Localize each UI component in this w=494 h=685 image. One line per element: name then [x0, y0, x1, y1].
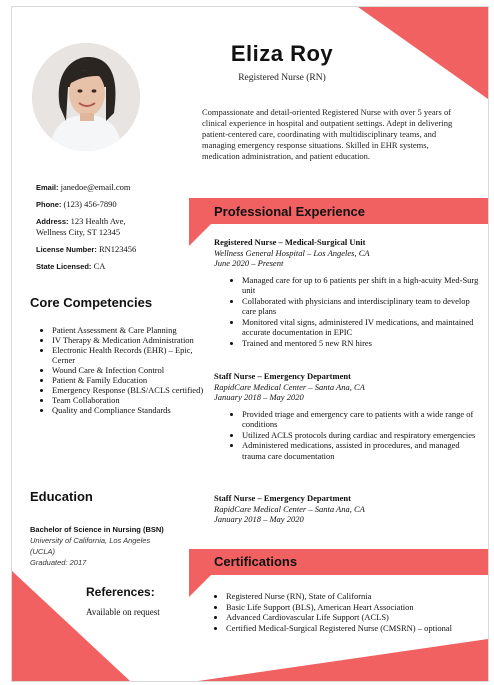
job-entry-1: [214, 237, 484, 348]
contact-block: [36, 182, 186, 278]
phone-label: Phone:: [36, 200, 62, 209]
candidate-title: Registered Nurse (RN): [238, 73, 326, 83]
job-dates: January 2018 – May 2020: [214, 514, 304, 524]
portrait-photo-icon: [32, 43, 140, 151]
job-entry-2: [214, 371, 484, 461]
email-label: Email:: [36, 183, 59, 192]
competencies-heading: Core Competencies: [30, 295, 153, 310]
education-school: University of California, Los Angeles: [30, 536, 151, 545]
bottom-right-accent-triangle: [198, 639, 488, 681]
job-place: Wellness General Hospital – Los Angeles, CA: [214, 247, 370, 258]
phone-value: (123) 456-7890: [63, 199, 117, 209]
certifications-bar-notch: [189, 575, 211, 597]
list-item: • Patient & Family Education: [52, 375, 212, 385]
experience-heading: Professional Experience: [214, 204, 366, 219]
resume-page: [11, 6, 489, 682]
state-label: State Licensed:: [36, 262, 92, 271]
references-heading: References:: [86, 585, 155, 599]
list-item: • Basic Life Support (BLS), American Heart Association: [226, 602, 486, 613]
job-title: Registered Nurse – Medical-Surgical Unit: [214, 237, 366, 247]
certifications-list: [214, 591, 486, 633]
competencies-list: [30, 325, 212, 415]
contact-state: [36, 261, 186, 272]
list-item: • Electronic Health Records (EHR) – Epic, Cerner: [52, 345, 212, 365]
job-dates: June 2020 – Present: [214, 258, 284, 268]
list-item: • Trained and mentored 5 new RN hires: [242, 338, 484, 349]
license-label: License Number:: [36, 245, 97, 254]
list-item: • Patient Assessment & Care Planning: [52, 325, 212, 335]
job-entry-3: [214, 493, 484, 525]
job-place: RapidCare Medical Center – Santa Ana, CA: [214, 503, 365, 514]
list-item: • Monitored vital signs, administered IV medications, and maintained accurate documentation in EPIC: [242, 317, 484, 338]
education-graduated: Graduated: 2017: [30, 558, 87, 567]
list-item: • Certified Medical-Surgical Registered Nurse (CMSRN) – optional: [226, 623, 486, 634]
contact-phone: [36, 199, 186, 210]
list-item: • IV Therapy & Medication Administration: [52, 335, 212, 345]
list-item: • Provided triage and emergency care to patients with a wide range of conditions: [242, 409, 484, 430]
education-block: [30, 524, 190, 568]
job-bullets: [214, 275, 484, 349]
contact-license: [36, 244, 186, 255]
list-item: • Wound Care & Infection Control: [52, 365, 212, 375]
list-item: • Collaborated with physicians and interdisciplinary team to develop care plans: [242, 296, 484, 317]
list-item: • Team Collaboration: [52, 395, 212, 405]
job-title: Staff Nurse – Emergency Department: [214, 371, 351, 381]
job-bullets: [214, 409, 484, 462]
job-dates: January 2018 – May 2020: [214, 392, 304, 402]
email-value: janedoe@email.com: [60, 182, 131, 192]
education-heading: Education: [30, 489, 93, 504]
list-item: • Quality and Compliance Standards: [52, 405, 212, 415]
top-right-accent-triangle: [358, 7, 488, 99]
profile-photo: [32, 43, 140, 151]
list-item: • Utilized ACLS protocols during cardiac and respiratory emergencies: [242, 430, 484, 441]
job-title: Staff Nurse – Emergency Department: [214, 493, 351, 503]
address-label: Address:: [36, 217, 69, 226]
list-item: • Managed care for up to 6 patients per shift in a high-acuity Med-Surg unit: [242, 275, 484, 296]
experience-bar-notch: [189, 224, 211, 246]
list-item: • Registered Nurse (RN), State of California: [226, 591, 486, 602]
contact-email: [36, 182, 186, 193]
education-school-abbr: (UCLA): [30, 547, 56, 556]
contact-address: [36, 216, 186, 238]
job-place: RapidCare Medical Center – Santa Ana, CA: [214, 381, 365, 392]
list-item: • Advanced Cardiovascular Life Support (ACLS): [226, 612, 486, 623]
address-line-2: Wellness City, ST 12345: [36, 227, 121, 237]
state-value: CA: [93, 261, 106, 271]
references-text: Available on request: [86, 607, 160, 617]
address-line-1: 123 Health Ave,: [70, 216, 126, 226]
candidate-name: Eliza Roy: [230, 41, 334, 66]
license-value: RN123456: [98, 244, 137, 254]
list-item: • Emergency Response (BLS/ACLS certified): [52, 385, 212, 395]
certifications-heading: Certifications: [214, 554, 298, 569]
summary-text: Compassionate and detail-oriented Registered Nurse with over 5 years of clinical experience in hospital and outpatient settings. Adept in delivering patient-centered care, coordinating with multidisciplinary teams, and managing emergency response situations. Skilled in EHR systems, medication administration, and patient education.: [202, 107, 453, 161]
list-item: • Administered medications, assisted in procedures, and managed trauma care documentation: [242, 440, 484, 461]
education-degree: Bachelor of Science in Nursing (BSN): [30, 525, 164, 534]
